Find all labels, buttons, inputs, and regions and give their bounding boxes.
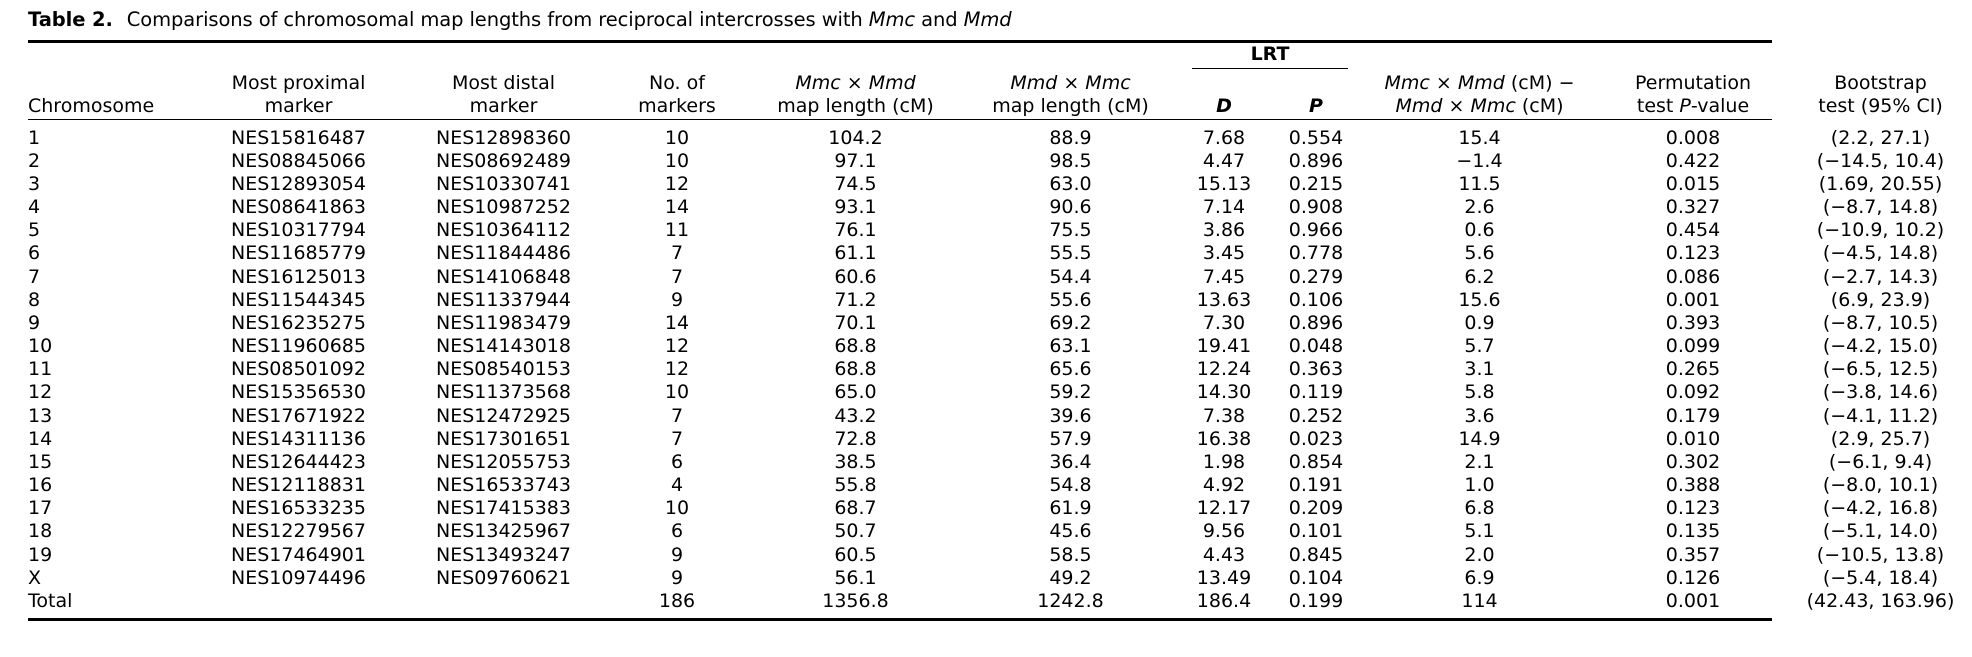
cell-most-distal-marker: NES12472925 (436, 404, 571, 427)
cell-most-distal-marker: NES09760621 (436, 566, 571, 589)
cell-lrt-p: 0.209 (1288, 497, 1344, 520)
cell-permutation-p: 0.393 (1665, 311, 1721, 334)
table-row (28, 127, 1972, 150)
col-header-bootstrap-line1: Bootstrap (1834, 72, 1927, 95)
table-row (28, 474, 1972, 497)
cell-mmc-mmd-map-length: 72.8 (834, 427, 877, 450)
cell-no-of-markers: 186 (658, 589, 696, 612)
cell-mmc-mmd-map-length: 68.8 (834, 335, 877, 358)
cell-no-of-markers: 7 (670, 427, 684, 450)
cell-difference: 2.1 (1464, 450, 1495, 473)
cell-mmd-mmc-map-length: 55.6 (1049, 288, 1092, 311)
table-row (28, 381, 1972, 404)
cell-mmd-mmc-map-length: 59.2 (1049, 381, 1092, 404)
col-header-permutation-line1: Permutation (1635, 72, 1752, 95)
cell-most-proximal-marker: NES11960685 (231, 335, 366, 358)
cell-lrt-d: 13.63 (1196, 288, 1252, 311)
cell-mmc-mmd-map-length: 97.1 (834, 149, 877, 172)
cell-no-of-markers: 14 (664, 196, 690, 219)
cell-no-of-markers: 7 (670, 404, 684, 427)
cell-difference: 3.1 (1464, 358, 1495, 381)
cell-mmd-mmc-map-length: 54.8 (1049, 474, 1092, 497)
comparisons-table (28, 43, 1972, 119)
col-header-mmc-mmd-map-length (748, 72, 963, 118)
cell-lrt-d: 16.38 (1196, 427, 1252, 450)
table-caption (28, 0, 1772, 40)
cell-difference: 15.6 (1458, 288, 1501, 311)
cell-most-distal-marker: NES11844486 (436, 242, 571, 265)
cell-lrt-d: 4.47 (1202, 149, 1246, 172)
cell-lrt-d: 7.45 (1202, 265, 1246, 288)
col-header-bootstrap-line2: test (95% CI) (1818, 95, 1943, 118)
cell-lrt-p: 0.778 (1288, 242, 1344, 265)
header-spacer-right (1362, 43, 1972, 72)
cell-mmd-mmc-map-length: 75.5 (1049, 219, 1092, 242)
table-row (28, 590, 1972, 613)
cell-permutation-p: 0.327 (1665, 196, 1721, 219)
cell-most-distal-marker: NES17415383 (436, 497, 571, 520)
cell-difference: 2.0 (1464, 543, 1495, 566)
cell-chromosome: 10 (28, 335, 53, 358)
cell-lrt-d: 15.13 (1196, 172, 1252, 195)
cell-most-proximal-marker: NES15356530 (231, 381, 366, 404)
header-spacer (28, 43, 1178, 72)
col-header-chromosome-label: Chromosome (28, 95, 155, 118)
lrt-group-label: LRT (1250, 43, 1290, 65)
table-row (28, 150, 1972, 173)
cell-chromosome: 15 (28, 450, 53, 473)
cell-lrt-d: 14.30 (1196, 381, 1252, 404)
cell-bootstrap-ci: (42.43, 163.96) (1806, 589, 1955, 612)
table-caption-label: Table 2. (28, 8, 113, 31)
cell-chromosome: 13 (28, 404, 53, 427)
cell-permutation-p: 0.092 (1665, 381, 1721, 404)
cell-chromosome: 4 (28, 196, 41, 219)
cell-most-distal-marker: NES08540153 (436, 358, 571, 381)
cell-permutation-p: 0.422 (1665, 149, 1721, 172)
cell-lrt-d: 9.56 (1202, 520, 1246, 543)
cell-mmd-mmc-map-length: 1242.8 (1037, 589, 1104, 612)
cell-chromosome: X (28, 566, 42, 589)
table-row (28, 266, 1972, 289)
cell-mmc-mmd-map-length: 93.1 (834, 196, 877, 219)
cell-difference: 6.8 (1464, 497, 1495, 520)
cell-difference: 2.6 (1464, 196, 1495, 219)
col-header-most-distal-marker (401, 72, 606, 118)
cell-chromosome: 12 (28, 381, 53, 404)
cell-permutation-p: 0.010 (1665, 427, 1721, 450)
lrt-group-rule (1192, 68, 1348, 69)
cell-no-of-markers: 12 (664, 335, 690, 358)
table-row (28, 173, 1972, 196)
cell-difference: 5.8 (1464, 381, 1495, 404)
comparisons-table-body (28, 120, 1972, 619)
col-header-mmc-mmd-line2: map length (cM) (777, 95, 934, 118)
cell-lrt-d: 4.43 (1202, 543, 1246, 566)
table-row (28, 196, 1972, 219)
cell-no-of-markers: 9 (670, 566, 684, 589)
cell-chromosome: 9 (28, 311, 41, 334)
cell-no-of-markers: 10 (664, 497, 690, 520)
cell-lrt-d: 1.98 (1202, 450, 1246, 473)
cell-permutation-p: 0.265 (1665, 358, 1721, 381)
cell-no-of-markers: 10 (664, 126, 690, 149)
cell-mmc-mmd-map-length: 43.2 (834, 404, 877, 427)
cell-mmc-mmd-map-length: 65.0 (834, 381, 877, 404)
cell-difference: 11.5 (1458, 172, 1501, 195)
cell-lrt-p: 0.554 (1288, 126, 1344, 149)
cell-no-of-markers: 12 (664, 358, 690, 381)
cell-most-proximal-marker: NES16235275 (231, 311, 366, 334)
cell-lrt-d: 186.4 (1196, 589, 1252, 612)
cell-chromosome: 16 (28, 474, 53, 497)
cell-bootstrap-ci: (−6.1, 9.4) (1828, 450, 1933, 473)
cell-bootstrap-ci: (−6.5, 12.5) (1822, 358, 1939, 381)
cell-chromosome: 5 (28, 219, 41, 242)
cell-mmc-mmd-map-length: 68.8 (834, 358, 877, 381)
col-header-mmd-mmc-map-length (963, 72, 1178, 118)
cell-bootstrap-ci: (−5.1, 14.0) (1822, 520, 1939, 543)
cell-most-distal-marker: NES10987252 (436, 196, 571, 219)
cell-permutation-p: 0.086 (1665, 265, 1721, 288)
cell-most-proximal-marker: NES10974496 (231, 566, 366, 589)
cell-chromosome: 3 (28, 172, 41, 195)
col-header-lrt-p-label: P (1309, 95, 1323, 118)
cell-difference: −1.4 (1456, 149, 1503, 172)
cell-lrt-p: 0.896 (1288, 311, 1344, 334)
cell-chromosome: 1 (28, 126, 41, 149)
cell-difference: 5.1 (1464, 520, 1495, 543)
cell-chromosome: 18 (28, 520, 53, 543)
cell-mmd-mmc-map-length: 58.5 (1049, 543, 1092, 566)
cell-bootstrap-ci: (−14.5, 10.4) (1816, 149, 1945, 172)
cell-difference: 6.9 (1464, 566, 1495, 589)
cell-bootstrap-ci: (−4.2, 16.8) (1822, 497, 1939, 520)
table-row (28, 219, 1972, 242)
header-group-row (28, 43, 1972, 72)
cell-permutation-p: 0.001 (1665, 288, 1721, 311)
cell-lrt-p: 0.048 (1288, 335, 1344, 358)
cell-no-of-markers: 6 (670, 520, 684, 543)
col-header-difference-line2: Mmd × Mmc (cM) (1395, 95, 1564, 118)
col-header-mmc-mmd-line1: Mmc × Mmd (795, 72, 916, 95)
col-header-map-length-difference (1362, 72, 1597, 118)
cell-most-distal-marker: NES14106848 (436, 265, 571, 288)
cell-chromosome: 14 (28, 427, 53, 450)
cell-bootstrap-ci: (−10.9, 10.2) (1816, 219, 1945, 242)
cell-bootstrap-ci: (6.9, 23.9) (1830, 288, 1931, 311)
cell-most-proximal-marker: NES12118831 (231, 474, 366, 497)
cell-permutation-p: 0.001 (1665, 589, 1721, 612)
spacer-cell (28, 120, 1972, 127)
cell-mmc-mmd-map-length: 55.8 (834, 474, 877, 497)
cell-lrt-p: 0.104 (1288, 566, 1344, 589)
table-header (28, 43, 1972, 119)
col-header-permutation-line2: test P-value (1636, 95, 1750, 118)
cell-most-distal-marker: NES13493247 (436, 543, 571, 566)
cell-mmd-mmc-map-length: 61.9 (1049, 497, 1092, 520)
cell-most-distal-marker: NES10330741 (436, 172, 571, 195)
cell-chromosome: Total (28, 589, 73, 612)
cell-most-distal-marker: NES12055753 (436, 450, 571, 473)
cell-permutation-p: 0.015 (1665, 172, 1721, 195)
cell-difference: 1.0 (1464, 474, 1495, 497)
cell-chromosome: 6 (28, 242, 41, 265)
cell-most-distal-marker: NES10364112 (436, 219, 571, 242)
table-row (28, 544, 1972, 567)
cell-mmd-mmc-map-length: 69.2 (1049, 311, 1092, 334)
cell-permutation-p: 0.123 (1665, 497, 1721, 520)
cell-lrt-p: 0.119 (1288, 381, 1344, 404)
cell-difference: 0.6 (1464, 219, 1495, 242)
body-top-spacer (28, 120, 1972, 127)
cell-mmd-mmc-map-length: 63.1 (1049, 335, 1092, 358)
col-header-lrt-d (1178, 72, 1270, 118)
cell-lrt-d: 13.49 (1196, 566, 1252, 589)
cell-chromosome: 7 (28, 265, 41, 288)
cell-mmd-mmc-map-length: 54.4 (1049, 265, 1092, 288)
cell-most-proximal-marker: NES12279567 (231, 520, 366, 543)
cell-lrt-p: 0.101 (1288, 520, 1344, 543)
cell-bootstrap-ci: (−2.7, 14.3) (1822, 265, 1939, 288)
table-row (28, 451, 1972, 474)
cell-mmd-mmc-map-length: 98.5 (1049, 149, 1092, 172)
cell-no-of-markers: 11 (664, 219, 690, 242)
cell-lrt-p: 0.191 (1288, 474, 1344, 497)
cell-most-proximal-marker: NES12644423 (231, 450, 366, 473)
col-header-no-of-markers-line2: markers (638, 95, 716, 118)
cell-most-distal-marker: NES12898360 (436, 126, 571, 149)
cell-lrt-d: 7.38 (1202, 404, 1246, 427)
cell-most-proximal-marker: NES08501092 (231, 358, 366, 381)
cell-mmd-mmc-map-length: 65.6 (1049, 358, 1092, 381)
cell-difference: 15.4 (1458, 126, 1501, 149)
col-header-lrt-d-label: D (1216, 95, 1232, 118)
cell-lrt-p: 0.363 (1288, 358, 1344, 381)
cell-mmd-mmc-map-length: 57.9 (1049, 427, 1092, 450)
cell-permutation-p: 0.135 (1665, 520, 1721, 543)
cell-lrt-d: 3.86 (1202, 219, 1246, 242)
cell-mmc-mmd-map-length: 68.7 (834, 497, 877, 520)
cell-no-of-markers: 12 (664, 172, 690, 195)
cell-most-distal-marker: NES14143018 (436, 335, 571, 358)
col-header-mmd-mmc-line2: map length (cM) (992, 95, 1149, 118)
header-row (28, 72, 1972, 118)
cell-chromosome: 19 (28, 543, 53, 566)
table-row (28, 289, 1972, 312)
cell-mmd-mmc-map-length: 63.0 (1049, 172, 1092, 195)
cell-difference: 114 (1461, 589, 1498, 612)
cell-permutation-p: 0.123 (1665, 242, 1721, 265)
cell-lrt-d: 12.24 (1196, 358, 1252, 381)
cell-chromosome: 11 (28, 358, 53, 381)
cell-mmc-mmd-map-length: 56.1 (834, 566, 877, 589)
cell-difference: 0.9 (1464, 311, 1495, 334)
cell-permutation-p: 0.302 (1665, 450, 1721, 473)
cell-chromosome: 8 (28, 288, 41, 311)
cell-mmc-mmd-map-length: 61.1 (834, 242, 877, 265)
cell-lrt-p: 0.215 (1288, 172, 1344, 195)
cell-most-distal-marker: NES13425967 (436, 520, 571, 543)
cell-permutation-p: 0.388 (1665, 474, 1721, 497)
cell-most-proximal-marker: NES17464901 (231, 543, 366, 566)
cell-lrt-p: 0.845 (1288, 543, 1344, 566)
cell-permutation-p: 0.357 (1665, 543, 1721, 566)
cell-bootstrap-ci: (−8.0, 10.1) (1822, 474, 1939, 497)
cell-bootstrap-ci: (2.9, 25.7) (1830, 427, 1931, 450)
cell-most-distal-marker: NES17301651 (436, 427, 571, 450)
cell-permutation-p: 0.179 (1665, 404, 1721, 427)
table-row (28, 405, 1972, 428)
cell-most-proximal-marker: NES16125013 (231, 265, 366, 288)
cell-most-distal-marker: NES16533743 (436, 474, 571, 497)
col-header-most-distal-marker-line1: Most distal (451, 72, 555, 95)
table-row (28, 335, 1972, 358)
cell-lrt-d: 7.14 (1202, 196, 1246, 219)
cell-mmc-mmd-map-length: 38.5 (834, 450, 877, 473)
cell-lrt-d: 19.41 (1196, 335, 1252, 358)
col-header-mmd-mmc-line1: Mmd × Mmc (1010, 72, 1131, 95)
cell-bootstrap-ci: (−3.8, 14.6) (1822, 381, 1939, 404)
cell-mmc-mmd-map-length: 1356.8 (822, 589, 889, 612)
cell-lrt-p: 0.854 (1288, 450, 1344, 473)
cell-mmd-mmc-map-length: 49.2 (1049, 566, 1092, 589)
cell-lrt-d: 7.68 (1202, 126, 1246, 149)
cell-mmc-mmd-map-length: 60.5 (834, 543, 877, 566)
lrt-group-header (1178, 43, 1362, 72)
cell-most-distal-marker: NES11337944 (436, 288, 571, 311)
cell-mmc-mmd-map-length: 104.2 (828, 126, 883, 149)
cell-lrt-p: 0.199 (1288, 589, 1344, 612)
cell-no-of-markers: 7 (670, 265, 684, 288)
cell-bootstrap-ci: (−5.4, 18.4) (1822, 566, 1939, 589)
cell-bootstrap-ci: (1.69, 20.55) (1818, 172, 1943, 195)
cell-bootstrap-ci: (−8.7, 10.5) (1822, 311, 1939, 334)
cell-difference: 3.6 (1464, 404, 1495, 427)
cell-most-proximal-marker: NES12893054 (231, 172, 366, 195)
cell-mmc-mmd-map-length: 60.6 (834, 265, 877, 288)
cell-most-proximal-marker: NES11685779 (231, 242, 366, 265)
cell-mmd-mmc-map-length: 55.5 (1049, 242, 1092, 265)
cell-lrt-p: 0.896 (1288, 149, 1344, 172)
col-header-lrt-p (1270, 72, 1362, 118)
col-header-most-distal-marker-line2: marker (469, 95, 538, 118)
cell-most-proximal-marker: NES17671922 (231, 404, 366, 427)
cell-difference: 6.2 (1464, 265, 1495, 288)
bottom-rule (28, 618, 1772, 621)
cell-most-distal-marker: NES08692489 (436, 149, 571, 172)
cell-most-proximal-marker: NES08641863 (231, 196, 366, 219)
cell-chromosome: 2 (28, 149, 41, 172)
cell-most-distal-marker: NES11373568 (436, 381, 571, 404)
cell-mmd-mmc-map-length: 88.9 (1049, 126, 1092, 149)
cell-no-of-markers: 7 (670, 242, 684, 265)
table-row (28, 242, 1972, 265)
cell-bootstrap-ci: (−4.5, 14.8) (1822, 242, 1939, 265)
table-row (28, 312, 1972, 335)
cell-lrt-p: 0.908 (1288, 196, 1344, 219)
table-body (28, 120, 1972, 619)
cell-lrt-p: 0.279 (1288, 265, 1344, 288)
cell-lrt-d: 3.45 (1202, 242, 1246, 265)
col-header-chromosome (28, 72, 196, 118)
cell-mmd-mmc-map-length: 36.4 (1049, 450, 1092, 473)
cell-most-proximal-marker: NES08845066 (231, 149, 366, 172)
col-header-difference-line1: Mmc × Mmd (cM) − (1384, 72, 1575, 95)
cell-lrt-p: 0.252 (1288, 404, 1344, 427)
cell-mmc-mmd-map-length: 74.5 (834, 172, 877, 195)
cell-lrt-d: 12.17 (1196, 497, 1252, 520)
cell-no-of-markers: 9 (670, 288, 684, 311)
cell-bootstrap-ci: (−8.7, 14.8) (1822, 196, 1939, 219)
col-header-most-proximal-marker-line1: Most proximal (231, 72, 366, 95)
col-header-bootstrap-test (1789, 72, 1972, 118)
cell-mmc-mmd-map-length: 71.2 (834, 288, 877, 311)
col-header-most-proximal-marker-line2: marker (264, 95, 333, 118)
table-row (28, 358, 1972, 381)
col-header-most-proximal-marker (196, 72, 401, 118)
table-caption-text: Comparisons of chromosomal map lengths from reciprocal intercrosses with Mmc and Mmd (126, 8, 1012, 31)
col-header-no-of-markers (606, 72, 748, 118)
cell-chromosome: 17 (28, 497, 53, 520)
cell-no-of-markers: 6 (670, 450, 684, 473)
cell-mmd-mmc-map-length: 90.6 (1049, 196, 1092, 219)
cell-most-proximal-marker (196, 590, 401, 613)
table-row (28, 567, 1972, 590)
cell-lrt-p: 0.966 (1288, 219, 1344, 242)
cell-difference: 5.6 (1464, 242, 1495, 265)
cell-permutation-p: 0.126 (1665, 566, 1721, 589)
cell-no-of-markers: 4 (670, 474, 684, 497)
col-header-no-of-markers-line1: No. of (649, 72, 705, 95)
cell-lrt-d: 7.30 (1202, 311, 1246, 334)
cell-most-proximal-marker: NES15816487 (231, 126, 366, 149)
cell-permutation-p: 0.008 (1665, 126, 1721, 149)
cell-mmd-mmc-map-length: 39.6 (1049, 404, 1092, 427)
cell-lrt-p: 0.023 (1288, 427, 1344, 450)
cell-permutation-p: 0.099 (1665, 335, 1721, 358)
cell-bootstrap-ci: (−4.1, 11.2) (1822, 404, 1939, 427)
cell-most-proximal-marker: NES10317794 (231, 219, 366, 242)
cell-permutation-p: 0.454 (1665, 219, 1721, 242)
cell-most-proximal-marker: NES16533235 (231, 497, 366, 520)
cell-no-of-markers: 10 (664, 149, 690, 172)
cell-mmc-mmd-map-length: 70.1 (834, 311, 877, 334)
cell-mmc-mmd-map-length: 50.7 (834, 520, 877, 543)
table-row (28, 497, 1972, 520)
cell-most-proximal-marker: NES11544345 (231, 288, 366, 311)
cell-most-proximal-marker: NES14311136 (231, 427, 366, 450)
col-header-permutation-test (1597, 72, 1789, 118)
cell-most-distal-marker: NES11983479 (436, 311, 571, 334)
cell-no-of-markers: 10 (664, 381, 690, 404)
cell-difference: 14.9 (1458, 427, 1501, 450)
table-row (28, 520, 1972, 543)
cell-difference: 5.7 (1464, 335, 1495, 358)
cell-lrt-p: 0.106 (1288, 288, 1344, 311)
cell-bootstrap-ci: (−4.2, 15.0) (1822, 335, 1939, 358)
cell-bootstrap-ci: (2.2, 27.1) (1830, 126, 1931, 149)
cell-no-of-markers: 9 (670, 543, 684, 566)
table-row (28, 428, 1972, 451)
cell-most-distal-marker (401, 590, 606, 613)
cell-bootstrap-ci: (−10.5, 13.8) (1816, 543, 1945, 566)
cell-no-of-markers: 14 (664, 311, 690, 334)
cell-mmd-mmc-map-length: 45.6 (1049, 520, 1092, 543)
cell-mmc-mmd-map-length: 76.1 (834, 219, 877, 242)
cell-lrt-d: 4.92 (1202, 474, 1246, 497)
